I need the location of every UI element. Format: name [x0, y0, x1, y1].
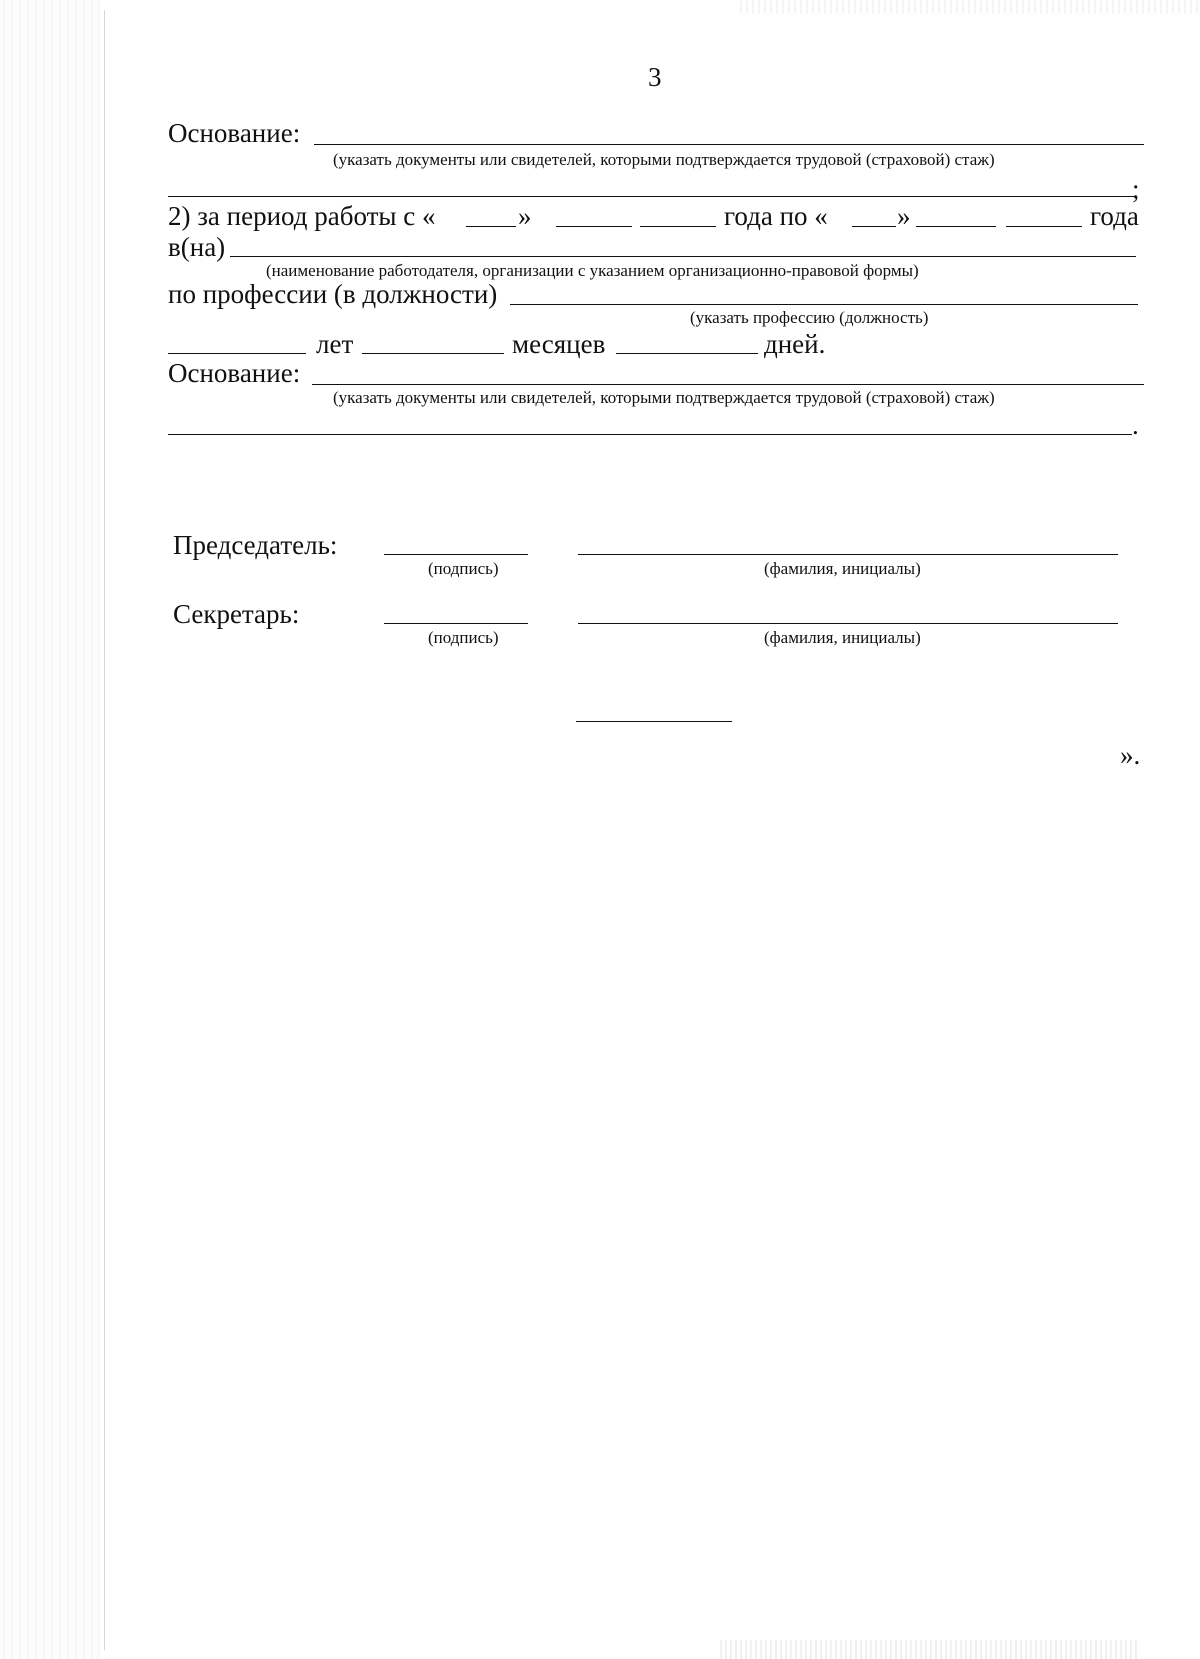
secretary-label: Секретарь:	[173, 599, 300, 629]
scan-noise-bottom	[720, 1640, 1140, 1659]
secretary-name-line	[578, 623, 1118, 624]
secretary-name-hint: (фамилия, инициалы)	[764, 628, 921, 647]
period-start-year-blank	[640, 226, 716, 227]
period-year-label-2: года	[1090, 201, 1139, 231]
period-end-month-blank	[916, 226, 996, 227]
days-blank	[616, 353, 758, 354]
chairman-label: Председатель:	[173, 530, 338, 560]
profession-label: по профессии (в должности)	[168, 279, 498, 309]
basis-continuation-line-2	[168, 434, 1132, 435]
years-label: лет	[316, 329, 354, 359]
basis-hint-2: (указать документы или свидетелей, которыми подтверждается трудовой (страховой) стаж)	[333, 388, 995, 407]
scan-noise-top	[740, 0, 1200, 14]
employer-line	[230, 256, 1136, 257]
secretary-signature-line	[384, 623, 528, 624]
period-start-month-blank	[556, 226, 632, 227]
chairman-signature-line	[384, 554, 528, 555]
chairman-name-line	[578, 554, 1118, 555]
page-number: 3	[648, 62, 662, 92]
employer-hint: (наименование работодателя, организации с указанием организационно-правовой формы)	[266, 261, 919, 280]
period-start-day-blank	[466, 226, 516, 227]
period-year-label-1: года по «	[724, 201, 828, 231]
period-end-year-blank	[1006, 226, 1082, 227]
basis-end-mark-2: .	[1132, 410, 1139, 440]
basis-line-2	[312, 384, 1144, 385]
chairman-signature-hint: (подпись)	[428, 559, 499, 578]
months-blank	[362, 353, 504, 354]
basis-continuation-line-1	[168, 196, 1134, 197]
chairman-name-hint: (фамилия, инициалы)	[764, 559, 921, 578]
period-quote-close-2: »	[897, 201, 911, 231]
period-prefix: 2) за период работы с «	[168, 201, 436, 231]
closing-quote: ».	[1120, 740, 1141, 770]
closing-separator	[576, 721, 732, 722]
period-end-day-blank	[852, 226, 896, 227]
basis-hint-1: (указать документы или свидетелей, которыми подтверждается трудовой (страховой) стаж)	[333, 150, 995, 169]
days-label: дней.	[764, 329, 826, 359]
secretary-signature-hint: (подпись)	[428, 628, 499, 647]
basis-end-mark-1: ;	[1132, 174, 1140, 204]
basis-label-2: Основание:	[168, 358, 301, 388]
profession-hint: (указать профессию (должность)	[690, 308, 929, 327]
profession-line	[510, 304, 1138, 305]
basis-label-1: Основание:	[168, 118, 301, 148]
scan-fold-line	[104, 10, 105, 1650]
period-quote-close-1: »	[518, 201, 532, 231]
months-label: месяцев	[512, 329, 606, 359]
employer-label: в(на)	[168, 232, 226, 262]
scan-edge-left	[0, 0, 100, 1659]
basis-line-1	[314, 144, 1144, 145]
years-blank	[168, 353, 306, 354]
